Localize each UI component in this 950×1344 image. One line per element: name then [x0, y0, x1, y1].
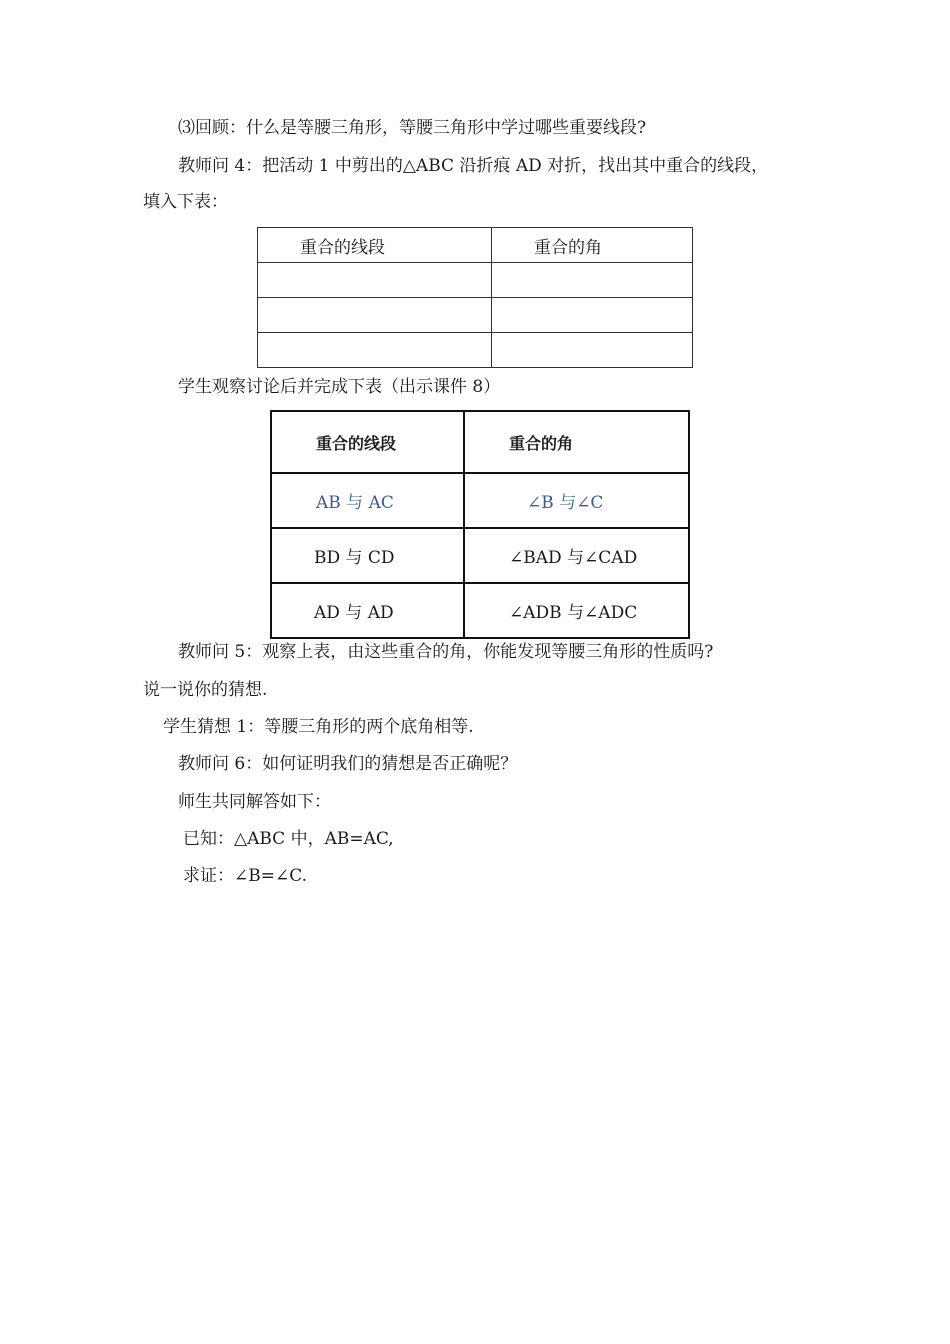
paragraph-joint-answer: 师生共同解答如下：: [178, 792, 331, 812]
table1-cell: [258, 298, 492, 333]
paragraph-prove: 求证：∠B=∠C.: [183, 866, 308, 886]
empty-fill-table: [257, 227, 693, 368]
table1-cell: [492, 263, 693, 298]
table2-cell: AB 与 AC: [271, 473, 464, 528]
table2-cell: ∠BAD 与∠CAD: [464, 528, 689, 583]
table1-cell: [258, 333, 492, 368]
table1-cell: [492, 298, 693, 333]
paragraph-teacher-question-5: 教师问 5：观察上表，由这些重合的角，你能发现等腰三角形的性质吗?: [178, 642, 714, 662]
table2-cell: ∠B 与∠C: [464, 473, 689, 528]
paragraph-teacher-question-4-cont: 填入下表：: [143, 192, 228, 212]
table1-header-angles: 重合的角: [492, 228, 693, 263]
paragraph-student-observe: 学生观察讨论后并完成下表（出示课件 8）: [178, 377, 501, 397]
table2-cell: AD 与 AD: [271, 583, 464, 638]
paragraph-given: 已知：△ABC 中，AB=AC,: [183, 829, 394, 849]
paragraph-teacher-question-6: 教师问 6：如何证明我们的猜想是否正确呢？: [178, 754, 518, 774]
table1-cell: [492, 333, 693, 368]
table2-cell: BD 与 CD: [271, 528, 464, 583]
paragraph-review: ⑶回顾：什么是等腰三角形，等腰三角形中学过哪些重要线段?: [178, 118, 647, 138]
table2-header-segments: 重合的线段: [271, 411, 464, 473]
paragraph-teacher-question-4: 教师问 4：把活动 1 中剪出的△ABC 沿折痕 AD 对折，找出其中重合的线段，: [178, 156, 769, 176]
table1-cell: [258, 263, 492, 298]
table2-header-angles: 重合的角: [464, 411, 689, 473]
table2-cell: ∠ADB 与∠ADC: [464, 583, 689, 638]
table1-header-segments: 重合的线段: [258, 228, 492, 263]
paragraph-student-conjecture: 学生猜想 1：等腰三角形的两个底角相等.: [163, 717, 474, 737]
completed-table: [270, 410, 690, 639]
paragraph-teacher-question-5-cont: 说一说你的猜想.: [143, 680, 268, 700]
